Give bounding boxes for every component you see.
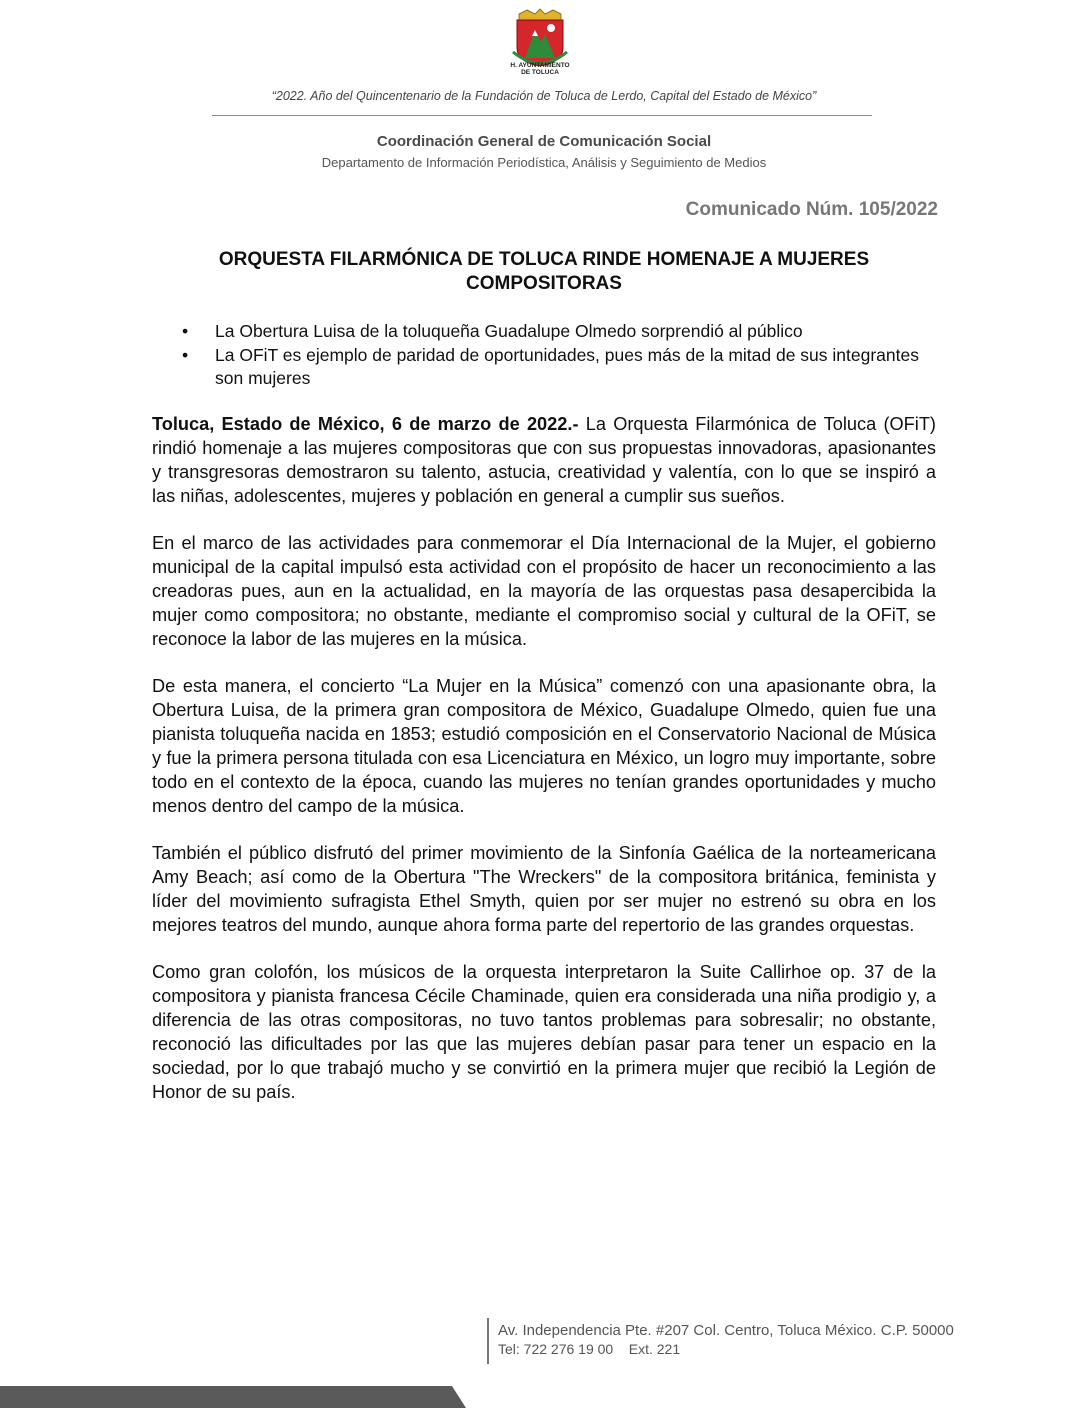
logo-caption-line-2: DE TOLUCA: [521, 69, 559, 76]
article-body: [152, 412, 936, 1127]
bullet-item: • La OFiT es ejemplo de paridad de oportunidades, pues más de la mitad de sus integrantes son mujeres: [182, 344, 922, 390]
paragraph-1: [152, 412, 936, 508]
logo-caption-line-1: H. AYUNTAMIENTO: [510, 62, 570, 69]
footer-divider: [487, 1318, 489, 1364]
paragraph-5: Como gran colofón, los músicos de la orquesta interpretaron la Suite Callirhoe op. 37 de la compositora y pianista francesa Cécile Chaminade, quien era considerada una niña prodigio y, a diferencia de las otras compositoras, no tuvo tantos problemas para sobresalir; no obstante, reconoció las dificultades por las que las mujeres debían pasar para tener un espacio en la sociedad, por lo que trabajó mucho y se convirtió en la primera mujer que recibió la Legión de Honor de su país.: [152, 962, 936, 1102]
summary-bullets: [182, 320, 922, 391]
bullet-item: • La Obertura Luisa de la toluqueña Guadalupe Olmedo sorprendió al público: [182, 320, 922, 343]
headline: ORQUESTA FILARMÓNICA DE TOLUCA RINDE HOMENAJE A MUJERES COMPOSITORAS: [218, 249, 870, 294]
paragraph-4: También el público disfrutó del primer movimiento de la Sinfonía Gaélica de la norteamericana Amy Beach; así como de la Obertura "The Wreckers" de la compositora británica, feminista y líder del movimiento sufragista Ethel Smyth, quien por ser mujer no estrenó su obra en los mejores teatros del mundo, aunque ahora forma parte del repertorio de las grandes orquestas.: [152, 843, 936, 935]
paragraph-1-text: La Orquesta Filarmónica de Toluca (OFiT) rindió homenaje a las mujeres compositoras que con sus propuestas innovadoras, apasionantes y transgresoras demostraron su talento, astucia, creatividad y valentía, con lo que se inspiró a las niñas, adolescentes, mujeres y población en general a cumplir sus sueños.: [152, 414, 936, 506]
header-divider: [212, 115, 872, 116]
department-subtitle: Departamento de Información Periodística, Análisis y Seguimiento de Medios: [321, 155, 767, 170]
footer-band: [0, 1386, 1088, 1408]
coordination-title: Coordinación General de Comunicación Social: [376, 133, 712, 150]
release-number: Comunicado Núm. 105/2022: [685, 199, 938, 220]
footer-phone: Tel: 722 276 19 00 Ext. 221: [498, 1341, 681, 1357]
paragraph-3: De esta manera, el concierto “La Mujer en la Música” comenzó con una apasionante obra, la Obertura Luisa, de la primera gran compositora de México, Guadalupe Olmedo, quien fue una pianista toluqueña nacida en 1853; estudió composición en el Conservatorio Nacional de Música y fue la primera persona titulada con esa Licenciatura en México, un logro muy importante, sobre todo en el contexto de la época, cuando las mujeres no tenían grandes oportunidades y mucho menos dentro del campo de la música.: [152, 676, 936, 816]
year-motto: “2022. Año del Quincentenario de la Fundación de Toluca de Lerdo, Capital del Estado de México”: [271, 89, 817, 103]
logo-caption: [490, 62, 590, 76]
footer-address: Av. Independencia Pte. #207 Col. Centro, Toluca México. C.P. 50000: [498, 1322, 954, 1339]
dateline: Toluca, Estado de México, 6 de marzo de 2022.-: [152, 414, 579, 434]
paragraph-2: En el marco de las actividades para conmemorar el Día Internacional de la Mujer, el gobierno municipal de la capital impulsó esta actividad con el propósito de hacer un reconocimiento a las creadoras pues, aun en la actualidad, en la mayoría de las orquestas pasa desapercibida la mujer como compositora; no obstante, mediante el compromiso social y cultural de la OFiT, se reconoce la labor de las mujeres en la música.: [152, 533, 936, 649]
